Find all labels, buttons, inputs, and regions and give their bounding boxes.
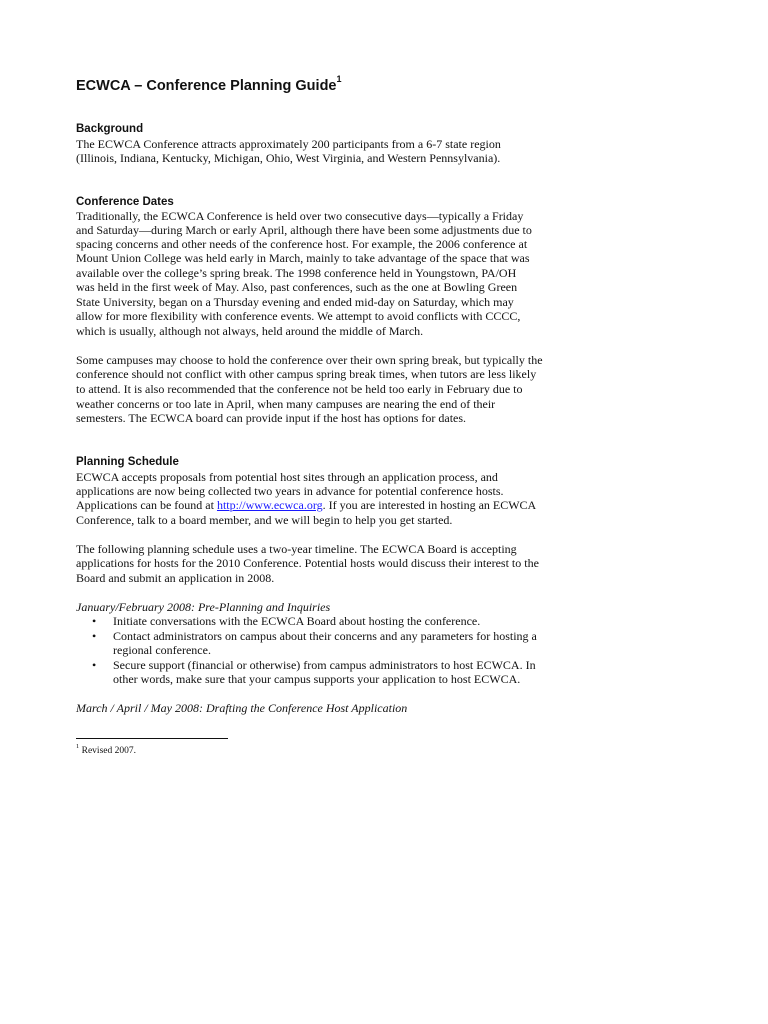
- dates-para2-line: semesters. The ECWCA board can provide input if the host has options for dates.: [76, 411, 467, 425]
- bullet-item-continued: regional conference.: [113, 643, 211, 657]
- dates-para1-line: Mount Union College was held early in March, mainly to take advantage of the space that was: [76, 251, 530, 265]
- title-footnote-mark: 1: [336, 74, 342, 84]
- bullet-item: Contact administrators on campus about their concerns and any parameters for hosting a: [113, 629, 537, 643]
- schedule-para1-text: Applications can be found at: [76, 498, 217, 512]
- page-title: [76, 76, 342, 94]
- bullet-item: Initiate conversations with the ECWCA Board about hosting the conference.: [113, 614, 481, 628]
- phase-title: March / April / May 2008: Drafting the Conference Host Application: [76, 701, 408, 715]
- schedule-para1-line: Conference, talk to a board member, and we will begin to help you get started.: [76, 513, 453, 527]
- schedule-para1-text: . If you are interested in hosting an ECWCA: [322, 498, 537, 512]
- bullet-glyph: •: [92, 629, 97, 643]
- phase-title: January/February 2008: Pre-Planning and Inquiries: [76, 600, 331, 614]
- footnote-text: Revised 2007.: [79, 746, 136, 757]
- dates-para1-line: spacing concerns and other needs of the conference host. For example, the 2006 conference at: [76, 237, 528, 251]
- footnote-mark: 1: [76, 743, 80, 750]
- footnote: [76, 744, 136, 756]
- ecwca-website-link[interactable]: http://www.ecwca.org: [216, 498, 323, 512]
- dates-para1-line: which is usually, although not always, held around the middle of March.: [76, 324, 424, 338]
- schedule-para2-line: The following planning schedule uses a two-year timeline. The ECWCA Board is accepting: [76, 542, 517, 556]
- background-line: (Illinois, Indiana, Kentucky, Michigan, Ohio, West Virginia, and Western Pennsylvania).: [76, 151, 501, 165]
- background-heading: Background: [76, 123, 144, 135]
- background-line: The ECWCA Conference attracts approximately 200 participants from a 6-7 state region: [76, 137, 501, 151]
- schedule-para1-line: [76, 498, 536, 512]
- dates-para2-line: weather concerns or too late in April, when many campuses are nearing the end of their: [76, 397, 496, 411]
- dates-para1-line: State University, began on a Thursday evening and ended mid-day on Saturday, which may: [76, 295, 514, 309]
- page-title-text: ECWCA – Conference Planning Guide: [76, 77, 337, 94]
- dates-para1-line: available over the college’s spring break. The 1998 conference held in Youngstown, PA/OH: [76, 266, 517, 280]
- bullet-glyph: •: [92, 614, 97, 628]
- bullet-item-continued: other words, make sure that your campus supports your application to host ECWCA.: [113, 672, 521, 686]
- schedule-para1-line: ECWCA accepts proposals from potential host sites through an application process, and: [76, 470, 498, 484]
- dates-para1-line: was held in the first week of May. Also, past conferences, such as the one at Bowling Green: [76, 280, 518, 294]
- footnote-divider: [76, 738, 228, 739]
- planning-schedule-heading: Planning Schedule: [76, 456, 179, 468]
- bullet-item: Secure support (financial or otherwise) from campus administrators to host ECWCA. In: [113, 658, 536, 672]
- bullet-glyph: •: [92, 658, 97, 672]
- schedule-para2-line: applications for hosts for the 2010 Conference. Potential hosts would discuss their interest to the: [76, 556, 539, 570]
- dates-para2-line: conference should not conflict with other campus spring break times, when tutors are less likely: [76, 367, 537, 381]
- dates-para1-line: and Saturday—during March or early April, although there have been some adjustments due to: [76, 223, 532, 237]
- dates-para1-line: allow for more flexibility with conference events. We attempt to avoid conflicts with CCCC,: [76, 309, 521, 323]
- dates-para2-line: Some campuses may choose to hold the conference over their own spring break, but typically the: [76, 353, 543, 367]
- dates-para1-line: Traditionally, the ECWCA Conference is held over two consecutive days—typically a Friday: [76, 209, 524, 223]
- dates-para2-line: to attend. It is also recommended that the conference not be held too early in February due to: [76, 382, 523, 396]
- schedule-para1-line: applications are now being collected two years in advance for potential conference hosts.: [76, 484, 504, 498]
- conference-dates-heading: Conference Dates: [76, 196, 174, 208]
- schedule-para2-line: Board and submit an application in 2008.: [76, 571, 275, 585]
